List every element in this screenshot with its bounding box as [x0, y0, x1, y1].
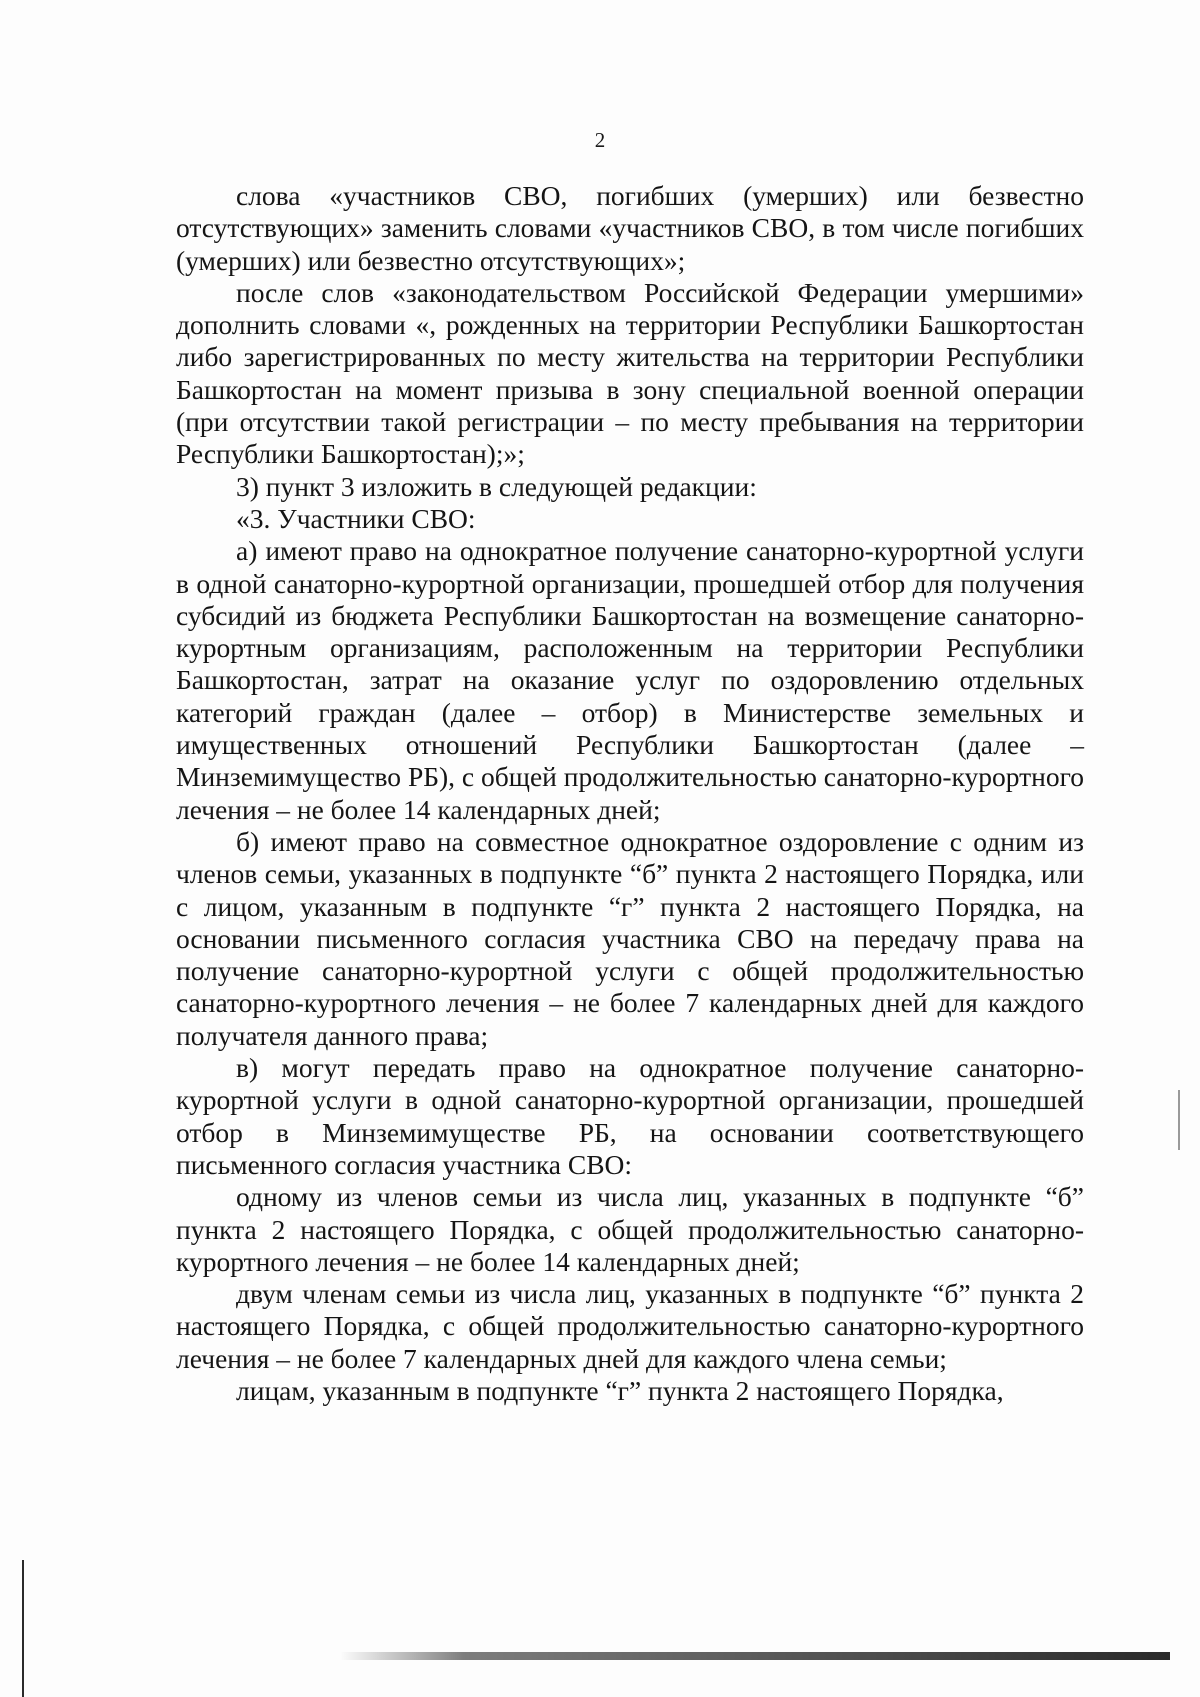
paragraph: после слов «законодательством Российской Федерации умершими» дополнить словами «, рожденных на территории Республики Башкортостан либо зарегистрированных по месту жительства на территории Республики Башкортостан на момент призыва в зону специальной военной операции (при отсутствии такой регистрации – по месту пребывания на территории Республики Башкортостан);»; [176, 276, 1084, 470]
paragraph: двум членам семьи из числа лиц, указанных в подпункте “б” пункта 2 настоящего Порядка, с общей продолжительностью санаторно-курортного лечения – не более 7 календарных дней для каждого члена семьи; [176, 1278, 1084, 1374]
paragraph: слова «участников СВО, погибших (умерших) или безвестно отсутствующих» заменить словами «участников СВО, в том числе погибших (умерших) или безвестно отсутствующих»; [176, 180, 1084, 276]
page-number: 2 [594, 128, 606, 152]
scan-edge-bottom [340, 1652, 1170, 1660]
scan-edge-left [22, 1560, 24, 1697]
scan-edge-right [1178, 1090, 1180, 1150]
document-body [176, 180, 1084, 1407]
paragraph: а) имеют право на однократное получение санаторно-курортной услуги в одной санаторно-курортной организации, прошедшей отбор для получения субсидий из бюджета Республики Башкортостан на возмещение санаторно-курортным организациям, расположенным на территории Республики Башкортостан, затрат на оказание услуг по оздоровлению отдельных категорий граждан (далее – отбор) в Министерстве земельных и имущественных отношений Республики Башкортостан (далее – Минземимущество РБ), с общей продолжительностью санаторно-курортного лечения – не более 14 календарных дней; [176, 535, 1084, 825]
paragraph: б) имеют право на совместное однократное оздоровление с одним из членов семьи, указанных в подпункте “б” пункта 2 настоящего Порядка, или с лицом, указанным в подпункте “г” пункта 2 настоящего Порядка, на основании письменного согласия участника СВО на передачу права на получение санаторно-курортной услуги с общей продолжительностью санаторно-курортного лечения – не более 7 календарных дней для каждого получателя данного права; [176, 825, 1084, 1051]
paragraph: 3) пункт 3 изложить в следующей редакции: [236, 470, 757, 502]
paragraph: одному из членов семьи из числа лиц, указанных в подпункте “б” пункта 2 настоящего Порядка, с общей продолжительностью санаторно-курортного лечения – не более 14 календарных дней; [176, 1181, 1084, 1277]
paragraph: лицам, указанным в подпункте “г” пункта 2 настоящего Порядка, [236, 1374, 1004, 1406]
paragraph: в) могут передать право на однократное получение санаторно-курортной услуги в одной санаторно-курортной организации, прошедшей отбор в Минземимуществе РБ, на основании соответствующего письменного согласия участника СВО: [176, 1052, 1084, 1180]
paragraph: «3. Участники СВО: [236, 502, 476, 534]
